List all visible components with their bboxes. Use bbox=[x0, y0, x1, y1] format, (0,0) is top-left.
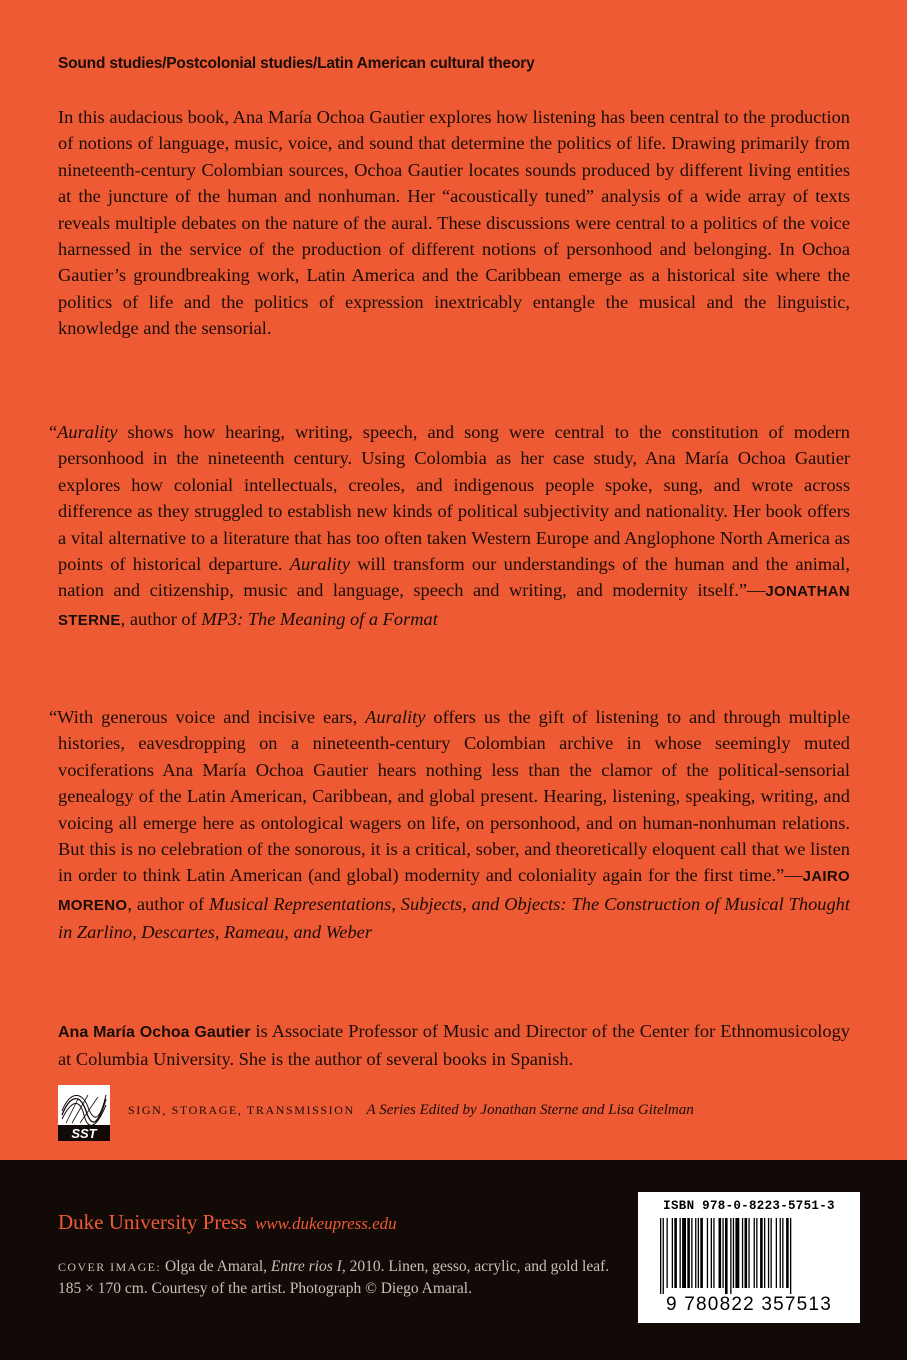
author-bio-text: is Associate Professor of Music and Director of the Center for Ethnomusicology at Columbia University. She is the author of several books in Spanish. bbox=[58, 1021, 850, 1070]
endorser-work: MP3: The Meaning of a Format bbox=[201, 608, 438, 629]
series-info bbox=[58, 1085, 858, 1145]
book-title-italic: Aurality bbox=[289, 554, 351, 575]
endorsement-text: shows how hearing, writing, speech, and song were central to the constitution of modern personhood in the nineteenth century. Using Colombia as her case study, Ana María Ochoa Gautier explores how colonial intellectuals, creoles, and indigenous people spoke, sung, and wrote across difference as they struggled to establish new kinds of political subjectivity and nationality. Her book offers a vital alternative to a literature that has too often taken Western Europe and Anglophone North America as points of historical departure. bbox=[58, 422, 850, 575]
open-quote: “ bbox=[49, 422, 58, 442]
endorser-name: JAIRO MORENO bbox=[58, 868, 850, 914]
isbn-barcode bbox=[638, 1192, 860, 1323]
author-name: Ana María Ochoa Gautier bbox=[58, 1024, 251, 1041]
endorsement-sterne bbox=[49, 419, 851, 634]
book-title-italic: Aurality bbox=[365, 707, 426, 727]
subject-category: Sound studies/Postcolonial studies/Latin American cultural theory bbox=[58, 55, 535, 72]
series-editors: A Series Edited by Jonathan Sterne and Lisa Gitelman bbox=[366, 1102, 694, 1118]
footer-band bbox=[0, 1160, 907, 1360]
barcode-digits: 9 780822 357513 bbox=[666, 1294, 832, 1315]
endorsement-text: will transform our understandings of the human and the animal, nation and citizenship, music and language, speech and writing, and modernity itself.”— bbox=[58, 554, 851, 601]
cover-credit-details: , 2010. Linen, gesso, acrylic, and gold leaf. 185 × 170 cm. Courtesy of the artist. Photograph © Diego Amaral. bbox=[58, 1258, 610, 1297]
cover-credit-artist: Olga de Amaral, bbox=[161, 1258, 271, 1275]
endorser-work: Musical Representations, Subjects, and Objects: The Construction of Musical Thought in Zarlino, Descartes, Rameau, and Weber bbox=[58, 893, 850, 943]
endorser-suffix: , author of bbox=[127, 893, 210, 914]
publisher-line bbox=[58, 1210, 397, 1235]
endorsement-text: offers us the gift of listening to and through multiple histories, eavesdropping on a nineteenth-century Colombian archive in whose seemingly muted vociferations Ana María Ochoa Gautier hears nothing less than the clamor of the political-sensorial genealogy of the Latin American, Caribbean, and global present. Hearing, listening, speaking, writing, and voicing all emerge here as ontological wagers on life, on personhood, and on human-nonhuman relations. But this is no celebration of the sonorous, it is a critical, sober, and theoretically eloquent call that we listen in order to think Latin American (and global) modernity and coloniality again for the first time.”— bbox=[58, 707, 850, 886]
sst-logo bbox=[58, 1085, 110, 1141]
barcode-icon bbox=[656, 1218, 842, 1294]
cover-credit bbox=[58, 1256, 618, 1300]
endorsement-moreno bbox=[49, 704, 850, 946]
endorser-name: JONATHAN STERNE bbox=[58, 583, 850, 629]
publisher-name: Duke University Press bbox=[58, 1210, 247, 1234]
author-bio bbox=[58, 1018, 850, 1073]
publisher-url[interactable]: www.dukeupress.edu bbox=[254, 1214, 397, 1233]
cover-artwork-title: Entre rios I bbox=[270, 1258, 342, 1275]
series-text bbox=[128, 1102, 694, 1119]
cover-credit-label: COVER IMAGE: bbox=[58, 1260, 162, 1274]
endorser-suffix: , author of bbox=[120, 608, 202, 629]
book-title-italic: Aurality bbox=[57, 422, 118, 442]
series-name: SIGN, STORAGE, TRANSMISSION bbox=[128, 1103, 355, 1117]
book-description: In this audacious book, Ana María Ochoa Gautier explores how listening has been central to the production of notions of language, music, voice, and sound that determine the politics of life. Drawing primarily from nineteenth-century Colombian sources, Ochoa Gautier locates sounds produced by different living entities at the juncture of the human and nonhuman. Her “acoustically tuned” analysis of a wide array of texts reveals multiple debates on the nature of the aural. These discussions were central to a politics of the voice harnessed in the service of the production of different notions of personhood and belonging. In Ochoa Gautier’s groundbreaking work, Latin America and the Caribbean emerge as a historical site where the politics of life and the politics of expression inextricably entangle the musical and the linguistic, knowledge and the sensorial. bbox=[58, 107, 850, 339]
sst-logo-text: SST bbox=[71, 1126, 97, 1141]
endorsement-text: “With generous voice and incisive ears, bbox=[49, 707, 366, 727]
isbn-label: ISBN 978-0-8223-5751-3 bbox=[663, 1199, 835, 1213]
